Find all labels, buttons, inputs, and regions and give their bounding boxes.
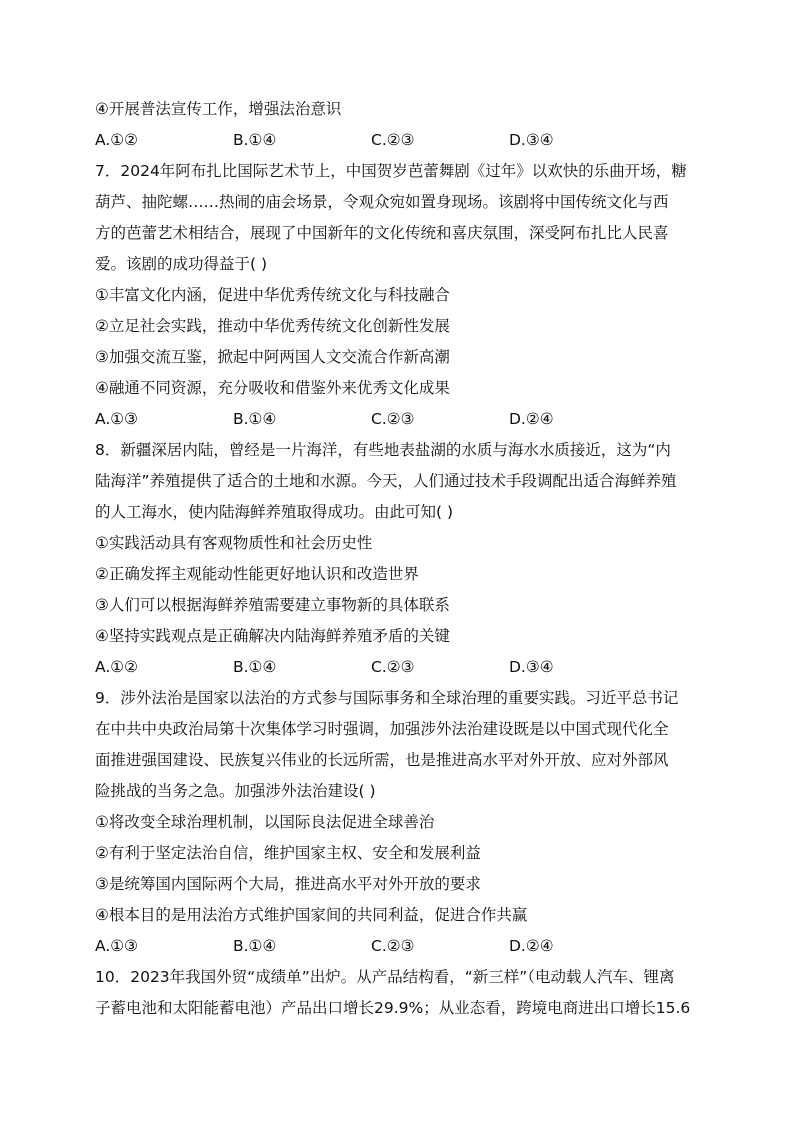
choice-b: B.①④	[233, 410, 277, 428]
option-statement: ①将改变全球治理机制，以国际良法促进全球善治	[95, 813, 435, 831]
question-stem	[95, 962, 699, 1024]
exam-content	[95, 94, 699, 1024]
choice-a: A.①③	[95, 410, 139, 428]
answer-choices-row	[95, 404, 699, 435]
question-stem-line: 9．涉外法治是国家以法治的方式参与国际事务和全球治理的重要实践。习近平总书记	[95, 689, 679, 707]
question-stem-line: 险挑战的当务之急。加强涉外法治建设( )	[95, 782, 376, 800]
choice-c: C.②③	[371, 937, 415, 955]
choice-a: A.①③	[95, 937, 139, 955]
question-stem-line: 的人工海水，使内陆海鲜养殖取得成功。由此可知( )	[95, 503, 454, 521]
choice-d: D.②④	[509, 937, 554, 955]
question-stem-line: 爱。该剧的成功得益于( )	[95, 255, 268, 273]
choice-b: B.①④	[233, 658, 277, 676]
question-stem-line: 方的芭蕾艺术相结合，展现了中国新年的文化传统和喜庆氛围，深受阿布扎比人民喜	[95, 224, 669, 242]
option-statement: ④坚持实践观点是正确解决内陆海鲜养殖矛盾的关键	[95, 627, 450, 645]
choice-a: A.①②	[95, 131, 139, 149]
question-stem-line: 在中共中央政治局第十次集体学习时强调，加强涉外法治建设既是以中国式现代化全	[95, 720, 669, 738]
option-statement: ④根本目的是用法治方式维护国家间的共同利益，促进合作共赢	[95, 906, 528, 924]
option-statement: ③是统筹国内国际两个大局，推进高水平对外开放的要求	[95, 875, 481, 893]
option-statement: ③人们可以根据海鲜养殖需要建立事物新的具体联系	[95, 596, 450, 614]
choice-d: D.③④	[509, 658, 554, 676]
option-statement: ②有利于坚定法治自信，维护国家主权、安全和发展利益	[95, 844, 481, 862]
question-stem-line: 子蓄电池和太阳能蓄电池）产品出口增长29.9%；从业态看，跨境电商进出口增长15.6	[95, 999, 691, 1017]
question-stem-line: 10．2023年我国外贸“成绩单”出炉。从产品结构看，“新三样”（电动载人汽车、锂离	[95, 968, 675, 986]
question-stem	[95, 683, 699, 807]
question-stem-line: 葫芦、抽陀螺……热闹的庙会场景，令观众宛如置身现场。该剧将中国传统文化与西	[95, 193, 669, 211]
question-stem	[95, 156, 699, 280]
choice-c: C.②③	[371, 131, 415, 149]
choice-a: A.①②	[95, 658, 139, 676]
choice-b: B.①④	[233, 937, 277, 955]
question-stem-line: 8．新疆深居内陆，曾经是一片海洋，有些地表盐湖的水质与海水水质接近，这为“内	[95, 441, 671, 459]
question-stem	[95, 435, 699, 528]
option-statement: ①实践活动具有客观物质性和社会历史性	[95, 534, 373, 552]
question-stem-line: 面推进强国建设、民族复兴伟业的长远所需，也是推进高水平对外开放、应对外部风	[95, 751, 669, 769]
question-stem-line: 陆海洋”养殖提供了适合的土地和水源。今天，人们通过技术手段调配出适合海鲜养殖	[95, 472, 677, 490]
choice-b: B.①④	[233, 131, 277, 149]
option-statement: ①丰富文化内涵，促进中华优秀传统文化与科技融合	[95, 286, 450, 304]
option-statement: ④开展普法宣传工作，增强法治意识	[95, 100, 342, 118]
option-statement: ②正确发挥主观能动性能更好地认识和改造世界	[95, 565, 419, 583]
answer-choices-row	[95, 125, 699, 156]
question-stem-line: 7．2024年阿布扎比国际艺术节上，中国贺岁芭蕾舞剧《过年》以欢快的乐曲开场，糖	[95, 162, 687, 180]
choice-c: C.②③	[371, 410, 415, 428]
option-statement: ②立足社会实践，推动中华优秀传统文化创新性发展	[95, 317, 450, 335]
answer-choices-row	[95, 931, 699, 962]
answer-choices-row	[95, 652, 699, 683]
option-statement: ④融通不同资源，充分吸收和借鉴外来优秀文化成果	[95, 379, 450, 397]
choice-d: D.③④	[509, 131, 554, 149]
choice-c: C.②③	[371, 658, 415, 676]
option-statement: ③加强交流互鉴，掀起中阿两国人文交流合作新高潮	[95, 348, 450, 366]
choice-d: D.②④	[509, 410, 554, 428]
